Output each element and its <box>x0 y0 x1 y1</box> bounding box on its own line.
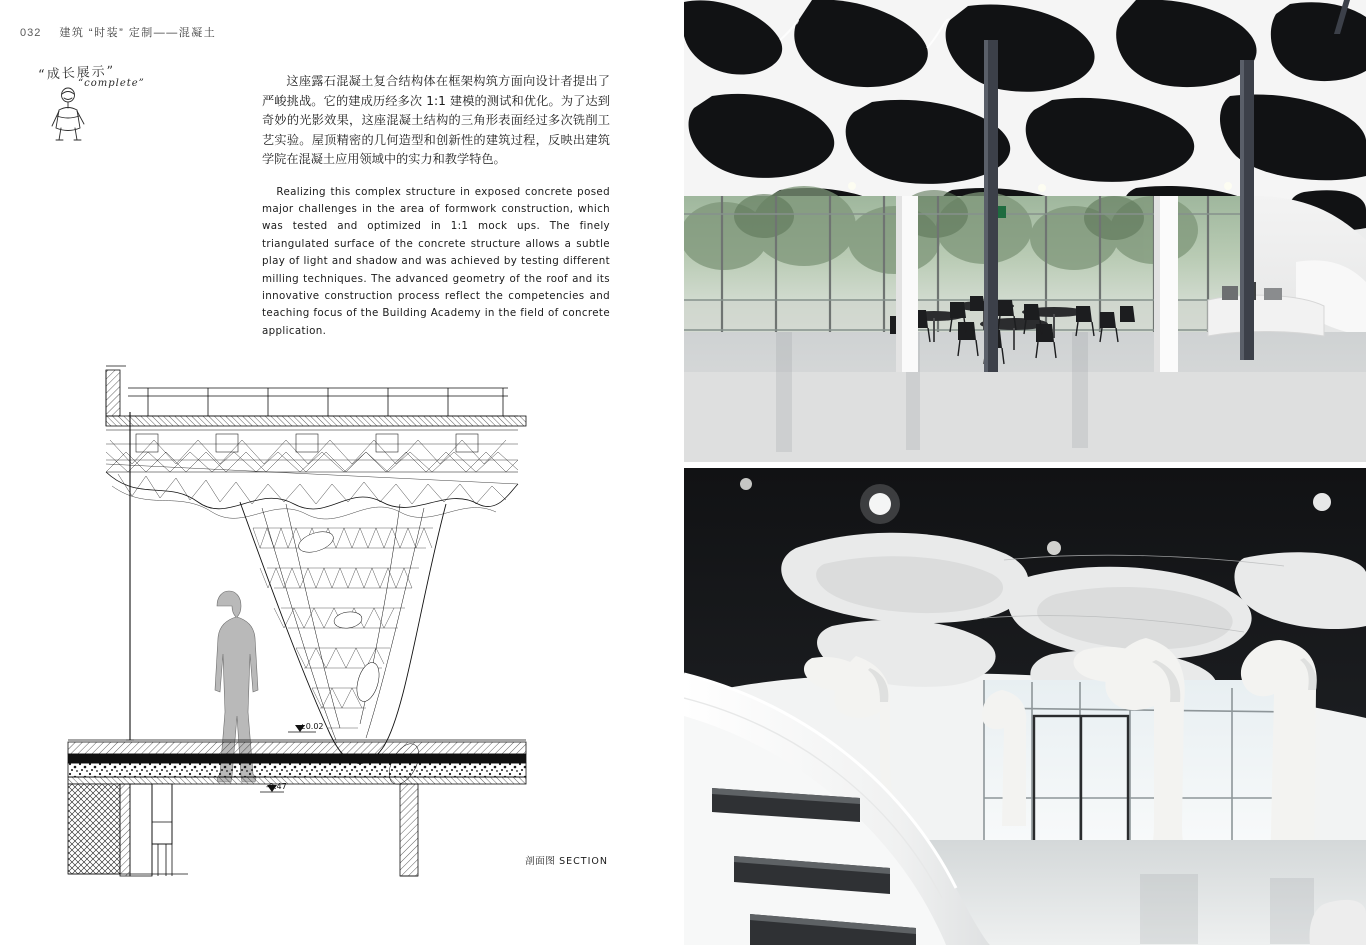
article-text <box>262 72 610 340</box>
paragraph-english: Realizing this complex structure in exposed concrete posed major challenges in the area of formwork construction, which was tested and optimized in 1:1 mock ups. The finely triangulated surface of the concrete structure allows a subtle play of light and shadow and was achieved by testing different milling techniques. The advanced geometry of the roof and its innovative construction process reflect the competencies and teaching focus of the Building Academy in the field of concrete application. <box>262 185 610 337</box>
logo-cn-label: “成长展示” <box>37 63 116 84</box>
hand-drawn-figure-sketch-icon <box>44 86 114 142</box>
level-mark-upper: ±0.02 <box>299 722 324 731</box>
photo-interior-tree-columns-view <box>684 468 1366 945</box>
running-head-title: 建筑 “时装” 定制——混凝土 <box>59 27 217 39</box>
paragraph-chinese: 这座露石混凝土复合结构体在框架构筑方面向设计者提出了严峻挑战。它的建成历经多次 1:1 建模的测试和优化。为了达到奇妙的光影效果，这座混凝土结构的三角形表面经过多次铣削工艺实验。屋顶精密的几何造型和创新性的建筑过程，反映出建筑学院在混凝土应用领域中的实力和教学特色。 <box>262 74 610 166</box>
section-caption-cn: 剖面图 <box>525 856 556 867</box>
section-drawing-svg <box>48 352 608 882</box>
right-page <box>684 0 1366 945</box>
photo-interior-cafeteria-view <box>684 0 1366 462</box>
logo-en-label: “complete” <box>78 78 145 89</box>
running-head <box>20 24 216 40</box>
level-mark-lower: -0.47 <box>266 782 287 791</box>
photo-top-illustration <box>684 0 1366 462</box>
section-caption <box>525 853 608 867</box>
section-sketch-logo <box>38 62 158 142</box>
section-drawing <box>48 352 608 882</box>
page-folio: 032 <box>20 27 42 39</box>
photo-bottom-illustration <box>684 468 1366 945</box>
section-caption-en: SECTION <box>559 856 608 867</box>
